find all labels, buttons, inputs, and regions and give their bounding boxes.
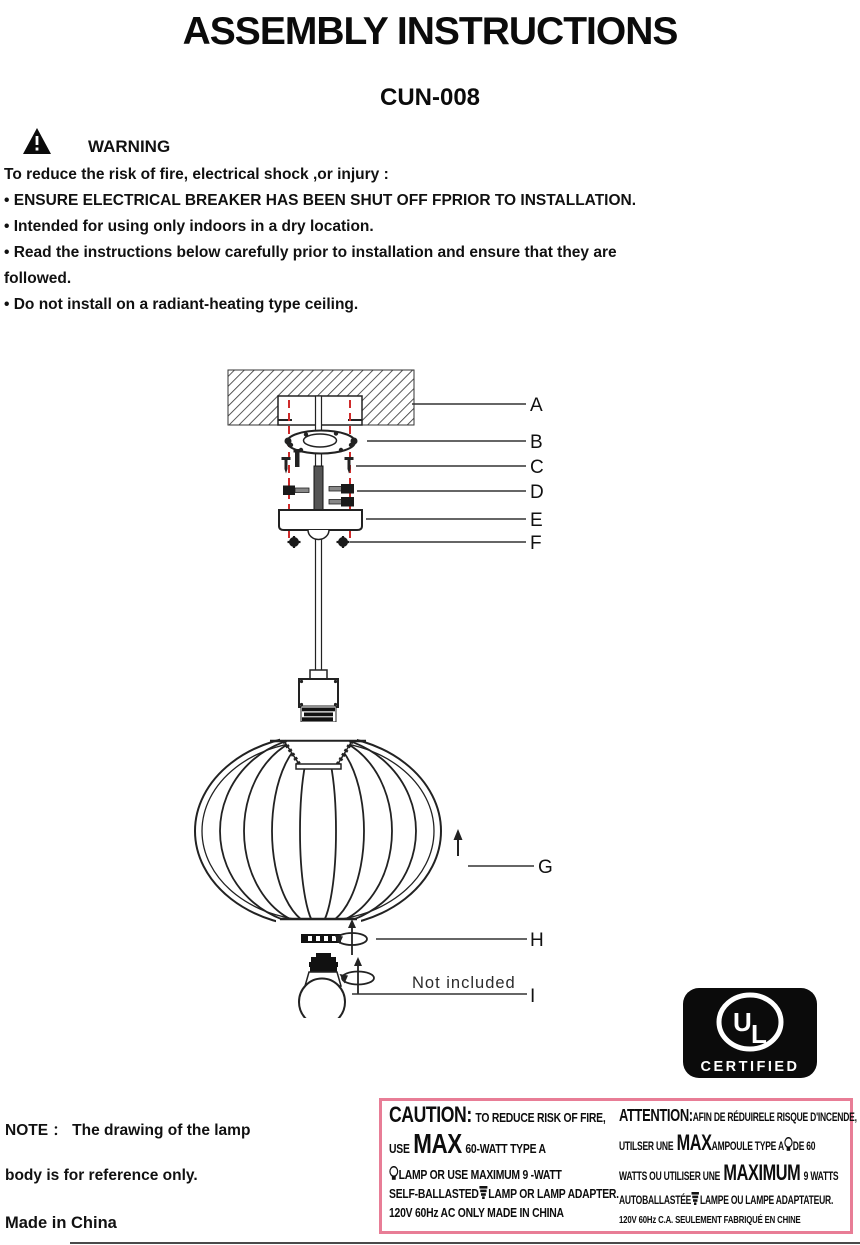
note-line-1: NOTE ： The drawing of the lamp	[5, 1122, 251, 1139]
warning-line: To reduce the risk of fire, electrical shock ,or injury :	[4, 166, 389, 183]
warning-line: • Do not install on a radiant-heating type ceiling.	[4, 296, 359, 313]
caution-fr-line2b: AMPOULE TYPE A	[711, 1141, 784, 1153]
caution-fr-maximum: MAXIMUM	[723, 1160, 801, 1185]
warning-triangle-icon	[23, 128, 51, 154]
up-arrow	[454, 829, 463, 856]
globe-cage	[195, 722, 441, 934]
part-label-i: I	[530, 986, 536, 1007]
ring-bolt	[294, 449, 302, 467]
attention-word: ATTENTION:	[619, 1105, 693, 1125]
caution-fr-max: MAX	[676, 1130, 712, 1155]
note-line-2: body is for reference only.	[5, 1167, 198, 1184]
model-number: CUN-008	[379, 84, 481, 111]
caution-box	[379, 1098, 857, 1234]
caution-word: CAUTION:	[389, 1102, 472, 1127]
caution-fr-line2c: DE 60	[792, 1141, 816, 1153]
caution-en-max: MAX	[413, 1128, 462, 1159]
caution-en-line5: 120V 60Hz AC ONLY MADE IN CHINA	[389, 1205, 564, 1220]
caution-en-line4b: LAMP OR LAMP ADAPTER.	[488, 1186, 619, 1201]
caution-french	[619, 1104, 857, 1229]
warning-heading: WARNING	[88, 137, 171, 156]
incandescent-bulb-icon	[784, 1137, 793, 1152]
caution-fr-line3a: WATTS OU UTILISER UNE	[619, 1171, 721, 1183]
part-label-c: C	[530, 457, 544, 478]
caution-en-line1: TO REDUCE RISK OF FIRE,	[475, 1110, 606, 1125]
caution-fr-line2a: UTILSER UNE	[619, 1141, 674, 1153]
down-rod	[316, 530, 322, 672]
part-label-a: A	[530, 395, 543, 416]
part-label-b: B	[530, 432, 543, 453]
warning-line: • ENSURE ELECTRICAL BREAKER HAS BEEN SHUT OFF FPRIOR TO INSTALLATION.	[4, 192, 637, 209]
page-title: ASSEMBLY INSTRUCTIONS	[182, 10, 678, 53]
warning-line: • Read the instructions below carefully prior to installation and ensure that they are	[4, 244, 617, 261]
ul-letter-u: U	[733, 1007, 752, 1037]
ul-certified-badge	[683, 988, 817, 1078]
caution-en-use: USE	[389, 1141, 410, 1156]
caution-fr-line1: AFIN DE RÉDUIRELE RISQUE D'INCENDE,	[692, 1112, 857, 1124]
warning-line: • Intended for using only indoors in a dry location.	[4, 218, 374, 235]
certified-label: CERTIFIED	[700, 1059, 800, 1075]
rotate-arrow-icon	[340, 957, 375, 994]
lamp-socket	[299, 670, 338, 722]
warning-text-block	[4, 162, 856, 318]
part-label-h: H	[530, 930, 544, 951]
page-bottom-rule	[70, 1242, 860, 1244]
not-included-label: Not included	[412, 974, 516, 992]
ul-logo-icon	[683, 988, 817, 1078]
ul-letter-l: L	[751, 1019, 767, 1049]
light-bulb	[299, 953, 345, 1018]
part-label-e: E	[530, 510, 543, 531]
assembly-diagram	[180, 358, 560, 1018]
cfl-bulb-icon	[479, 1185, 489, 1200]
caution-fr-line4a: AUTOBALLASTÉE	[619, 1195, 692, 1207]
caution-fr-line5: 120V 60Hz C.A. SEULEMENT FABRIQUÉ EN CHINE	[619, 1214, 801, 1226]
warning-line: followed.	[4, 270, 72, 287]
incandescent-bulb-icon	[389, 1166, 399, 1181]
made-in-china: Made in China	[5, 1214, 117, 1232]
caution-en-line2: 60-WATT TYPE A	[465, 1141, 546, 1156]
threaded-pipe	[314, 466, 323, 510]
caution-en-line3: LAMP OR USE MAXIMUM 9 -WATT	[398, 1167, 562, 1182]
part-label-f: F	[530, 533, 542, 554]
caution-en-line4a: SELF-BALLASTED	[389, 1186, 479, 1201]
caution-fr-line3b: 9 WATTS	[803, 1171, 839, 1183]
part-label-g: G	[538, 857, 553, 878]
caution-fr-line4b: LAMPE OU LAMPE ADAPTATEUR.	[700, 1195, 834, 1207]
caution-english	[389, 1104, 619, 1222]
part-label-d: D	[530, 482, 544, 503]
part-labels	[530, 395, 553, 1007]
